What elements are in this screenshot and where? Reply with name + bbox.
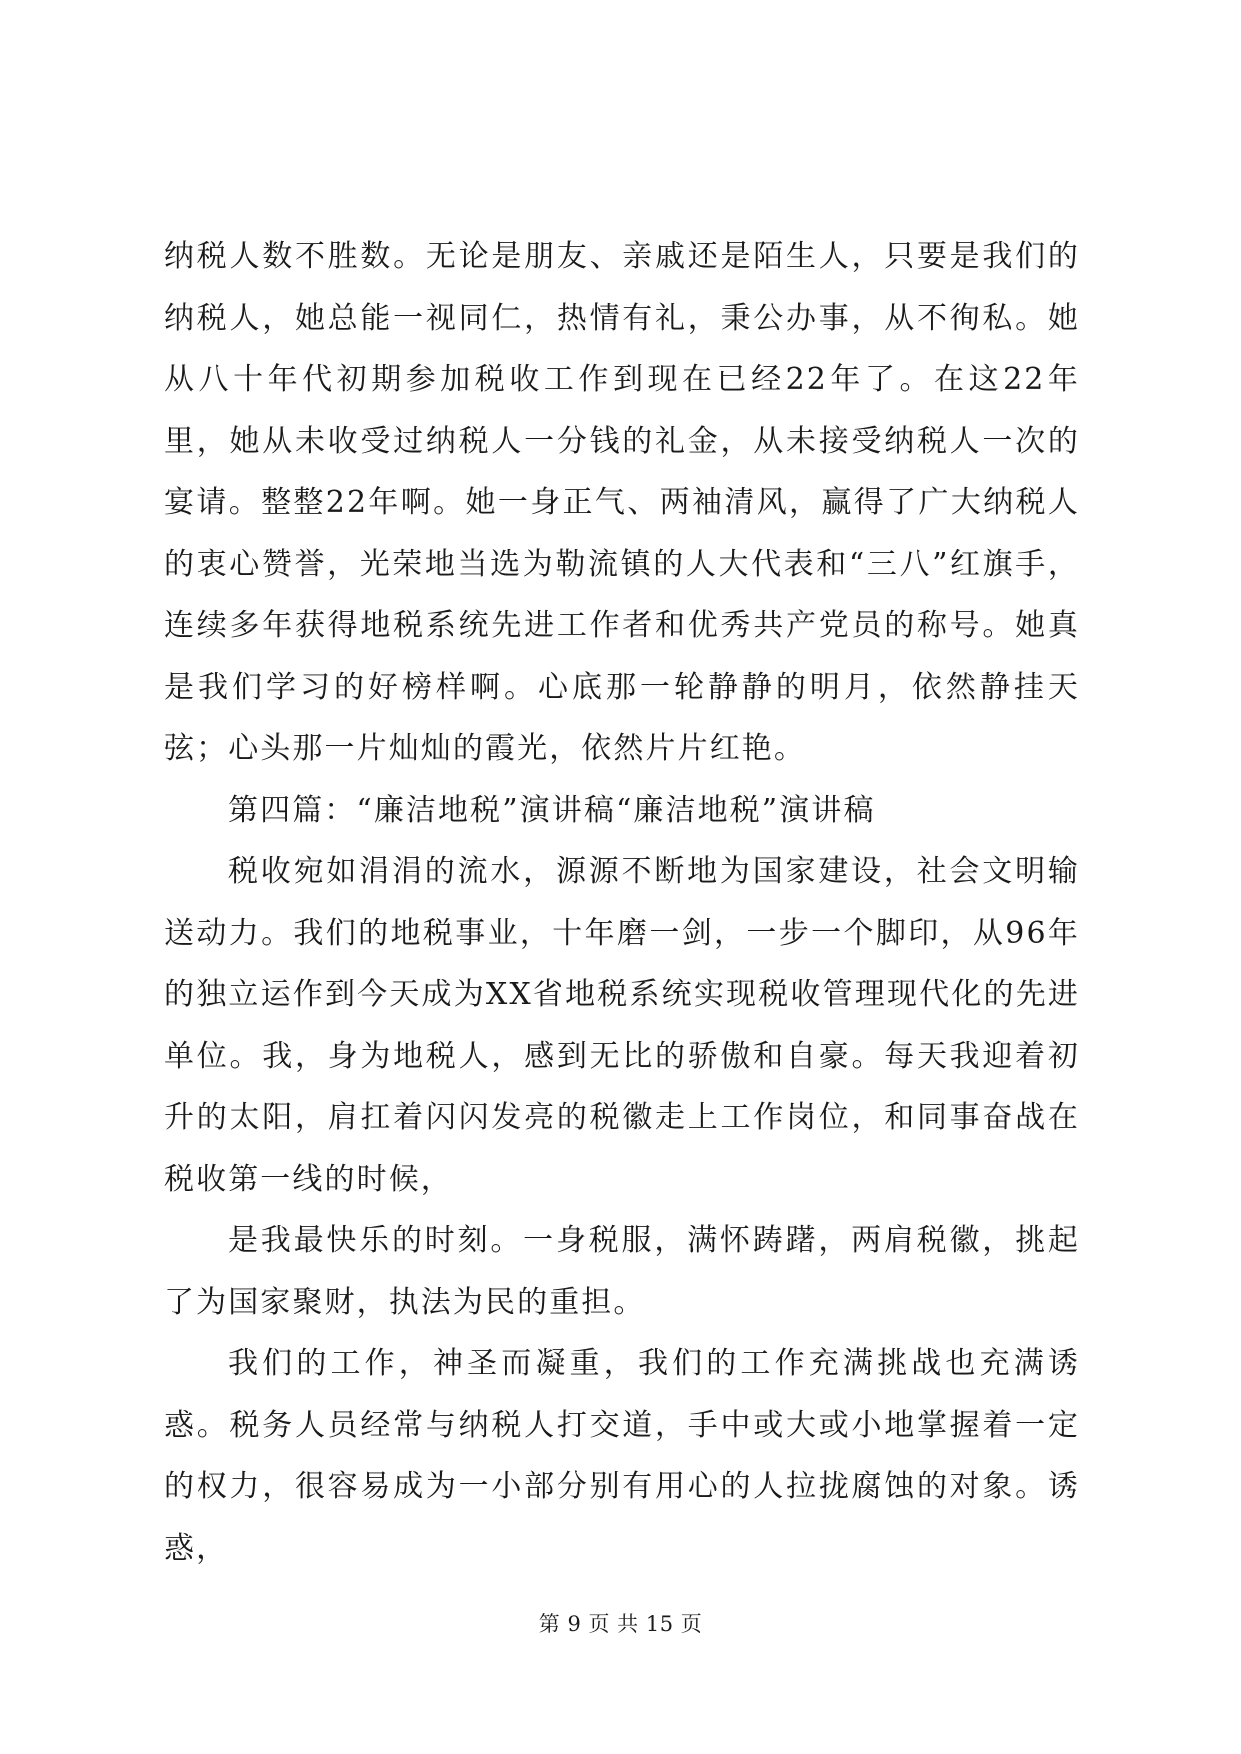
section-heading: 第四篇：“廉洁地税”演讲稿“廉洁地税”演讲稿: [228, 792, 876, 828]
page-number-footer: 第 9 页 共 15 页: [538, 1612, 703, 1636]
paragraph-1: 纳税人数不胜数。无论是朋友、亲戚还是陌生人，只要是我们的纳税人，她总能一视同仁，热情有礼，秉公办事，从不徇私。她从八十年代初期参加税收工作到现在已经22年了。在这22年里，她从未收受过纳税人一分钱的礼金，从未接受纳税人一次的宴请。整整22年啊。她一身正气、两袖清风，赢得了广大纳税人的衷心赞誉，光荣地当选为勒流镇的人大代表和“三八”红旗手，连续多年获得地税系统先进工作者和优秀共产党员的称号。她真是我们学习的好榜样啊。心底那一轮静静的明月，依然静挂天弦；心头那一片灿灿的霞光，依然片片红艳。: [164, 239, 1080, 766]
document-body: [164, 226, 1080, 1579]
paragraph-4: 是我最快乐的时刻。一身税服，满怀踌躇，两肩税徽，挑起了为国家聚财，执法为民的重担。: [164, 1223, 1080, 1320]
paragraph-5: 我们的工作，神圣而凝重，我们的工作充满挑战也充满诱惑。税务人员经常与纳税人打交道，手中或大或小地掌握着一定的权力，很容易成为一小部分别有用心的人拉拢腐蚀的对象。诱惑，: [164, 1346, 1080, 1566]
paragraph-3: 税收宛如涓涓的流水，源源不断地为国家建设，社会文明输送动力。我们的地税事业，十年磨一剑，一步一个脚印，从96年的独立运作到今天成为XX省地税系统实现税收管理现代化的先进单位。我，身为地税人，感到无比的骄傲和自豪。每天我迎着初升的太阳，肩扛着闪闪发亮的税徽走上工作岗位，和同事奋战在税收第一线的时候，: [164, 854, 1080, 1197]
